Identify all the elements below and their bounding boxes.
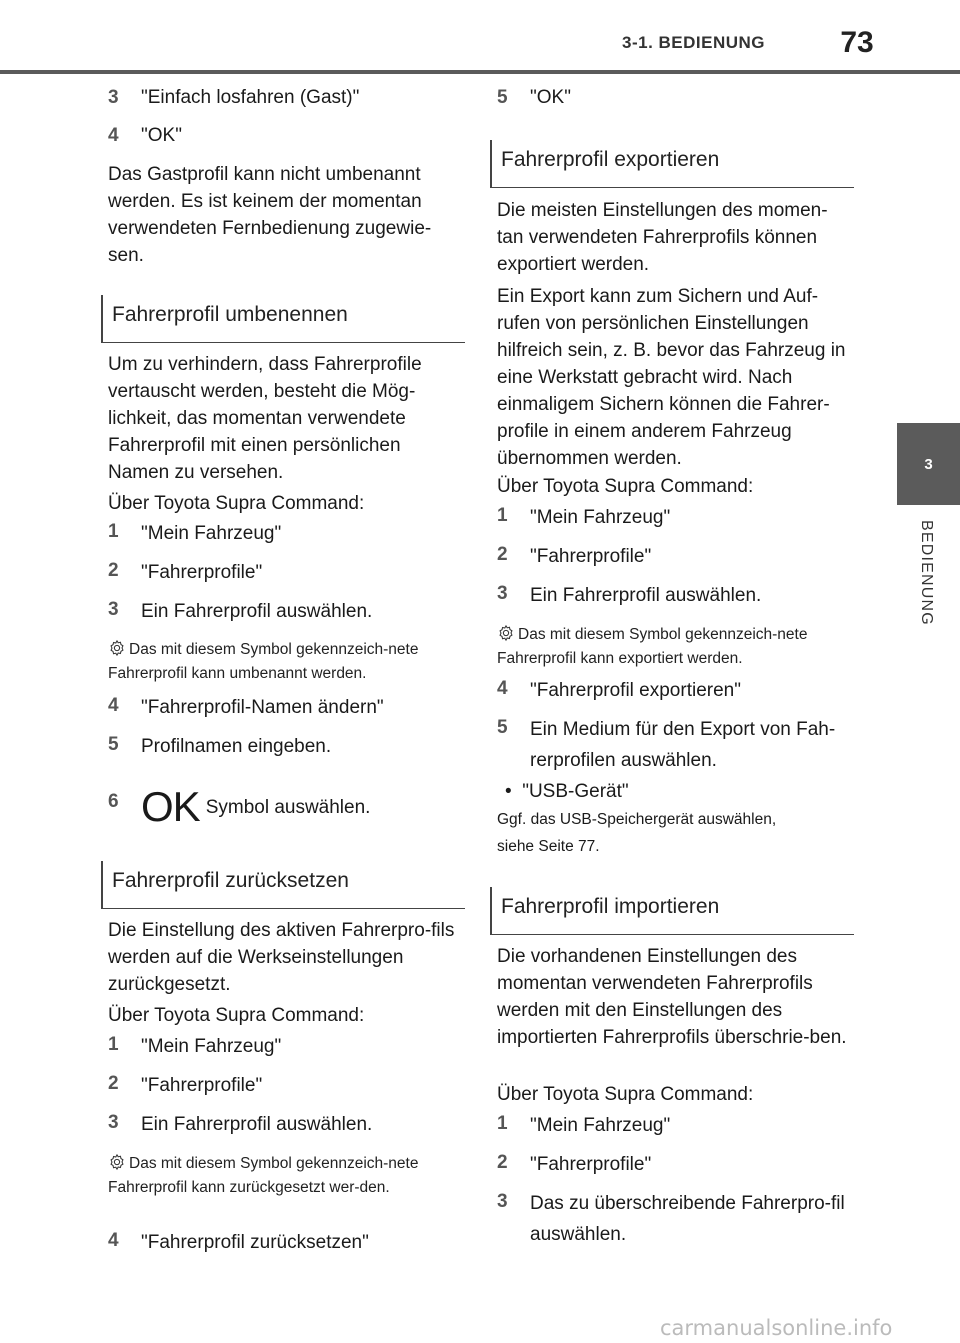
rename-step: 4 "Fahrerprofil-Namen ändern" xyxy=(108,695,384,718)
gear-icon xyxy=(108,639,126,663)
rename-step: 6 OK Symbol auswählen. xyxy=(108,783,371,830)
export-step: 5 Ein Medium für den Export von Fah-rerprofilen auswählen. xyxy=(497,717,836,771)
step-ok: 4 "OK" xyxy=(108,125,182,146)
export-step: 3 Ein Fahrerprofil auswählen. xyxy=(497,583,762,606)
reset-note: Das mit diesem Symbol gekennzeich-nete Fahrerprofil kann zurückgesetzt wer-den. xyxy=(108,1155,419,1196)
export-paragraph: Die meisten Einstellungen des momen-tan verwendeten Fahrerprofils können exportiert werden. xyxy=(497,200,828,275)
rename-step: 2 "Fahrerprofile" xyxy=(108,560,263,583)
reset-step: 2 "Fahrerprofile" xyxy=(108,1073,263,1096)
import-step: 2 "Fahrerprofile" xyxy=(497,1152,652,1175)
rename-paragraph: Um zu verhindern, dass Fahrerprofile vertauscht werden, besteht die Mög-lichkeit, das momentan verwendete Fahrerprofil mit einen persönlichen Namen zu versehen. xyxy=(108,354,422,483)
reset-step: 4 "Fahrerprofil zurücksetzen" xyxy=(108,1230,369,1253)
reset-step: 1 "Mein Fahrzeug" xyxy=(108,1034,282,1057)
rename-note: Das mit diesem Symbol gekennzeich-nete Fahrerprofil kann umbenannt werden. xyxy=(108,641,419,682)
usb-note-line: Ggf. das USB-Speichergerät auswählen, xyxy=(497,811,777,828)
bullet-dot: • xyxy=(505,781,523,802)
watermark: carmanualsonline.info xyxy=(660,1316,893,1340)
gear-icon xyxy=(497,624,515,648)
chapter-tab: 3 xyxy=(897,423,960,505)
via-command-text: Über Toyota Supra Command: xyxy=(108,1005,365,1026)
rename-step: 1 "Mein Fahrzeug" xyxy=(108,521,282,544)
step-ok: 5 "OK" xyxy=(497,87,571,108)
via-command-text: Über Toyota Supra Command: xyxy=(497,476,754,497)
rename-step: 5 Profilnamen eingeben. xyxy=(108,734,332,757)
export-step: 2 "Fahrerprofile" xyxy=(497,544,652,567)
section-heading-rename: Fahrerprofil umbenennen xyxy=(101,295,465,343)
reset-step: 3 Ein Fahrerprofil auswählen. xyxy=(108,1112,373,1135)
guest-profile-paragraph: Das Gastprofil kann nicht umbenannt werden. Es ist keinem der momentan verwendeten Fernbedienung zugewie-sen. xyxy=(108,164,432,266)
section-heading-reset: Fahrerprofil zurücksetzen xyxy=(101,861,465,909)
section-heading-export: Fahrerprofil exportieren xyxy=(490,140,854,188)
page-number: 73 xyxy=(840,26,874,59)
via-command-text: Über Toyota Supra Command: xyxy=(497,1084,754,1105)
bullet-usb: • "USB-Gerät" xyxy=(505,781,629,802)
header-rule xyxy=(0,70,960,74)
usb-note-line: siehe Seite 77. xyxy=(497,838,600,855)
page-header-section: 3-1. BEDIENUNG xyxy=(622,33,766,52)
import-paragraph: Die vorhandenen Einstellungen des momentan verwendeten Fahrerprofils werden mit den Einstellungen des importierten Fahrerprofils überschrie-ben. xyxy=(497,946,847,1048)
section-heading-import: Fahrerprofil importieren xyxy=(490,887,854,935)
via-command-text: Über Toyota Supra Command: xyxy=(108,493,365,514)
gear-icon xyxy=(108,1153,126,1177)
step-guest: 3 "Einfach losfahren (Gast)" xyxy=(108,87,360,108)
import-step: 1 "Mein Fahrzeug" xyxy=(497,1113,671,1136)
ok-symbol-glyph: OK xyxy=(141,783,200,830)
import-step: 3 Das zu überschreibende Fahrerpro-fil auswählen. xyxy=(497,1191,845,1245)
export-step: 4 "Fahrerprofil exportieren" xyxy=(497,678,741,701)
export-step: 1 "Mein Fahrzeug" xyxy=(497,505,671,528)
chapter-side-label: BEDIENUNG xyxy=(918,520,935,626)
export-paragraph: Ein Export kann zum Sichern und Auf-rufen von persönlichen Einstellungen hilfreich sein, z. B. bevor das Fahrzeug in eine Werkstatt gebracht wird. Nach einmaligem Sichern können die Fahrer-profile in einem anderem Fahrzeug übernommen werden. xyxy=(497,286,846,469)
rename-step: 3 Ein Fahrerprofil auswählen. xyxy=(108,599,373,622)
export-note: Das mit diesem Symbol gekennzeich-nete Fahrerprofil kann exportiert werden. xyxy=(497,626,808,667)
reset-paragraph: Die Einstellung des aktiven Fahrerpro-fils werden auf die Werkseinstellungen zurückgesetzt. xyxy=(108,920,455,995)
